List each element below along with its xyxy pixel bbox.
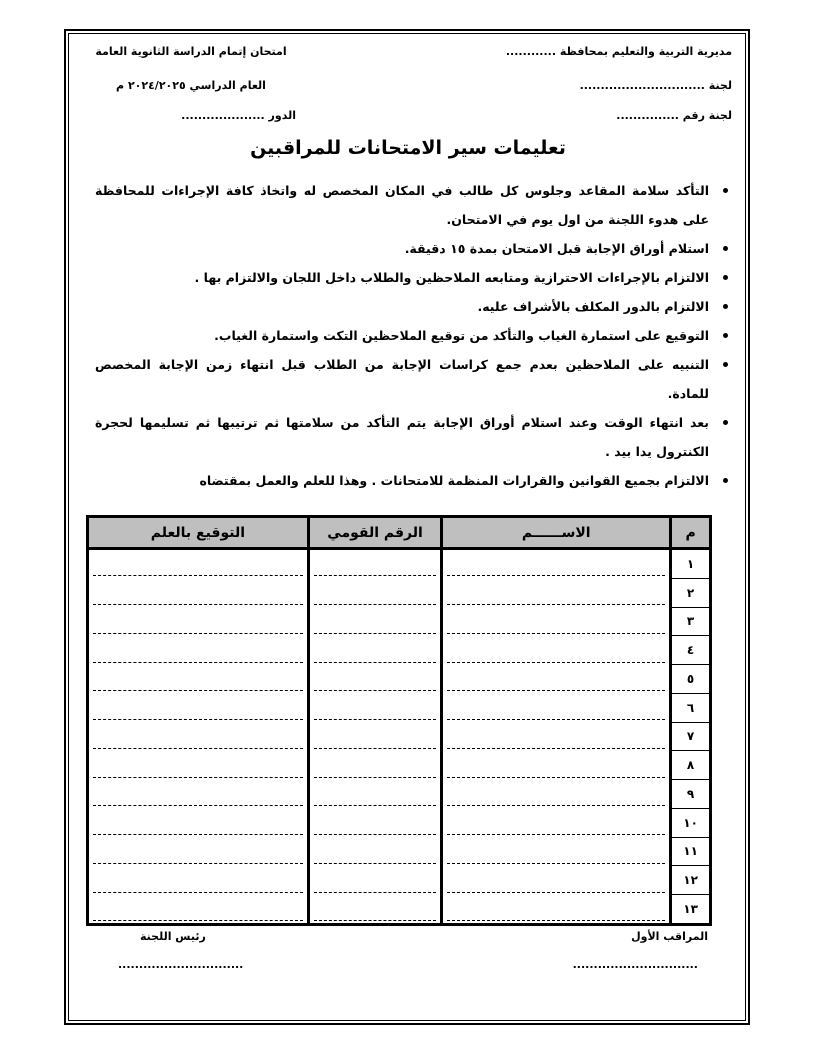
table-row [88,895,711,925]
national-id-cell[interactable] [308,837,441,866]
table-row [88,751,711,780]
name-cell[interactable] [442,636,671,665]
signature-cell[interactable] [88,808,309,837]
table-row [88,837,711,866]
exam-title-label: امتحان إتمام الدراسة الثانوية العامة [95,45,287,58]
national-id-cell[interactable] [308,665,441,694]
committee-head-signature-line: .............................. [118,958,244,971]
table-row [88,722,711,751]
name-cell[interactable] [442,866,671,895]
row-number: ٢ [671,578,711,607]
row-number: ٧ [671,722,711,751]
national-id-cell[interactable] [308,693,441,722]
instruction-item: استلام أوراق الإجابة قبل الامتحان بمدة ١٥ دقيقة. [95,234,735,263]
committee-label: لجنة .............................. [579,79,732,92]
national-id-cell[interactable] [308,722,441,751]
page-title: تعليمات سير الامتحانات للمراقبين [250,137,566,159]
name-cell[interactable] [442,751,671,780]
row-number: ١٢ [671,866,711,895]
name-cell[interactable] [442,549,671,579]
directorate-label: مديرية التربية والتعليم بمحافظة ............ [505,45,732,58]
row-number: ٤ [671,636,711,665]
signature-cell[interactable] [88,549,309,579]
row-number: ٥ [671,665,711,694]
column-header-signature: التوقيع بالعلم [88,517,309,549]
name-cell[interactable] [442,895,671,925]
instructions-list [95,176,735,495]
signature-cell[interactable] [88,693,309,722]
observers-table [86,515,712,926]
table-row [88,780,711,809]
national-id-cell[interactable] [308,578,441,607]
signature-cell[interactable] [88,607,309,636]
national-id-cell[interactable] [308,866,441,895]
table-row [88,607,711,636]
signature-cell[interactable] [88,866,309,895]
round-label: الدور .................... [181,109,296,122]
national-id-cell[interactable] [308,808,441,837]
signature-cell[interactable] [88,895,309,925]
name-cell[interactable] [442,607,671,636]
column-header-national-id: الرقم القومي [308,517,441,549]
committee-head-label: رئيس اللجنة [140,930,206,943]
column-header-name: الاســــــم [442,517,671,549]
first-observer-label: المراقب الأول [631,930,708,943]
instruction-item: التنبيه على الملاحظين بعدم جمع كراسات الإجابة من الطلاب قبل انتهاء زمن الإجابة المخصص للمادة. [95,350,735,408]
national-id-cell[interactable] [308,780,441,809]
signature-cell[interactable] [88,578,309,607]
signature-cell[interactable] [88,751,309,780]
committee-number-label: لجنة رقم ............... [616,109,732,122]
national-id-cell[interactable] [308,636,441,665]
name-cell[interactable] [442,837,671,866]
row-number: ٩ [671,780,711,809]
instruction-item: بعد انتهاء الوقت وعند استلام أوراق الإجابة يتم التأكد من سلامتها ثم ترتيبها ثم تسليمها لحجرة الكنترول يدا بيد . [95,408,735,466]
first-observer-signature-line: .............................. [572,958,698,971]
academic-year-label: العام الدراسي ٢٠٢٤/٢٠٢٥ م [116,79,266,92]
row-number: ٨ [671,751,711,780]
table-row [88,636,711,665]
instruction-item: الالتزام بجميع القوانين والقرارات المنظمة للامتحانات . وهذا للعلم والعمل بمقتضاه [95,466,735,495]
row-number: ١٠ [671,808,711,837]
row-number: ١ [671,549,711,579]
row-number: ٦ [671,693,711,722]
table-row [88,693,711,722]
column-header-number: م [671,517,711,549]
table-row [88,866,711,895]
row-number: ٣ [671,607,711,636]
signature-cell[interactable] [88,636,309,665]
signature-cell[interactable] [88,665,309,694]
table-header-row [88,517,711,549]
name-cell[interactable] [442,780,671,809]
national-id-cell[interactable] [308,751,441,780]
row-number: ١١ [671,837,711,866]
national-id-cell[interactable] [308,895,441,925]
signature-cell[interactable] [88,837,309,866]
table-row [88,665,711,694]
table-row [88,549,711,579]
signature-cell[interactable] [88,722,309,751]
instruction-item: التأكد سلامة المقاعد وجلوس كل طالب في المكان المخصص له واتخاذ كافة الإجراءات للمحافظة على هدوء اللجنة من اول يوم في الامتحان. [95,176,735,234]
name-cell[interactable] [442,722,671,751]
instruction-item: الالتزام بالدور المكلف بالأشراف عليه. [95,292,735,321]
instruction-item: الالتزام بالإجراءات الاحترازية ومتابعه الملاحظين والطلاب داخل اللجان والالتزام بها . [95,263,735,292]
table-row [88,578,711,607]
signature-cell[interactable] [88,780,309,809]
national-id-cell[interactable] [308,607,441,636]
name-cell[interactable] [442,693,671,722]
name-cell[interactable] [442,808,671,837]
table-row [88,808,711,837]
instruction-item: التوقيع على استمارة الغياب والتأكد من توقيع الملاحظين التكت واستمارة الغياب. [95,321,735,350]
row-number: ١٣ [671,895,711,925]
name-cell[interactable] [442,578,671,607]
national-id-cell[interactable] [308,549,441,579]
name-cell[interactable] [442,665,671,694]
